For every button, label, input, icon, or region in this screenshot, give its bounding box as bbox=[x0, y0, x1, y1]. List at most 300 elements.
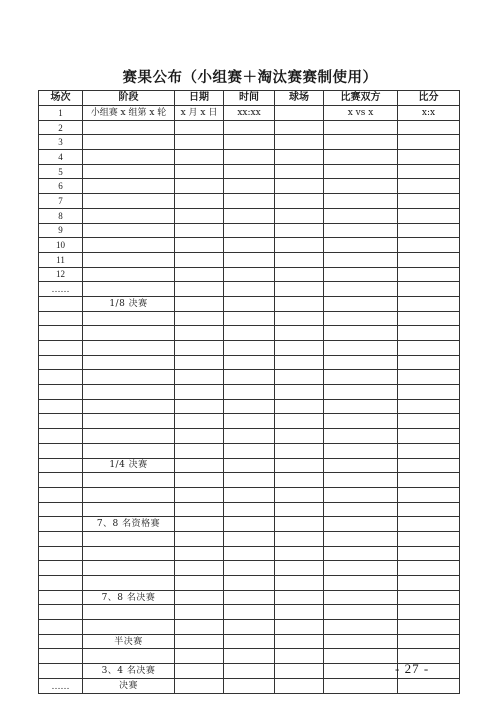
match-no bbox=[39, 487, 83, 502]
header-teams: 比赛双方 bbox=[324, 91, 398, 106]
results-table bbox=[38, 90, 460, 694]
table-cell bbox=[324, 238, 398, 253]
table-cell bbox=[324, 341, 398, 356]
table-cell bbox=[275, 473, 324, 488]
stage-cell bbox=[83, 487, 175, 502]
match-no: 9 bbox=[39, 223, 83, 238]
table-cell bbox=[398, 561, 460, 576]
time-cell: xx:xx bbox=[224, 106, 275, 121]
table-cell bbox=[275, 399, 324, 414]
date-cell: x 月 x 日 bbox=[175, 106, 224, 121]
table-cell bbox=[275, 546, 324, 561]
table-cell bbox=[324, 223, 398, 238]
table-cell bbox=[175, 282, 224, 297]
stage-cell bbox=[83, 370, 175, 385]
table-row bbox=[39, 561, 460, 576]
table-row bbox=[39, 106, 460, 121]
table-cell bbox=[324, 546, 398, 561]
table-cell bbox=[398, 590, 460, 605]
table-cell bbox=[224, 208, 275, 223]
table-cell bbox=[398, 473, 460, 488]
match-no bbox=[39, 546, 83, 561]
table-row bbox=[39, 252, 460, 267]
table-cell bbox=[175, 429, 224, 444]
table-cell bbox=[224, 458, 275, 473]
table-cell bbox=[275, 150, 324, 165]
table-cell bbox=[398, 502, 460, 517]
table-cell bbox=[398, 282, 460, 297]
table-cell bbox=[175, 502, 224, 517]
table-cell bbox=[324, 605, 398, 620]
stage-cell bbox=[83, 341, 175, 356]
stage-cell bbox=[83, 399, 175, 414]
table-cell bbox=[398, 678, 460, 693]
match-no bbox=[39, 326, 83, 341]
match-no bbox=[39, 414, 83, 429]
header-score: 比分 bbox=[398, 91, 460, 106]
table-cell bbox=[175, 605, 224, 620]
table-cell bbox=[224, 576, 275, 591]
table-row bbox=[39, 282, 460, 297]
table-cell bbox=[398, 546, 460, 561]
match-no: 8 bbox=[39, 208, 83, 223]
stage-cell bbox=[83, 326, 175, 341]
table-cell bbox=[398, 326, 460, 341]
table-cell bbox=[275, 238, 324, 253]
table-cell bbox=[224, 590, 275, 605]
table-cell bbox=[175, 135, 224, 150]
table-cell bbox=[275, 208, 324, 223]
stage-cell bbox=[83, 561, 175, 576]
match-no bbox=[39, 649, 83, 664]
table-cell bbox=[175, 223, 224, 238]
table-cell bbox=[224, 546, 275, 561]
table-cell bbox=[175, 120, 224, 135]
table-cell bbox=[398, 517, 460, 532]
table-cell bbox=[224, 429, 275, 444]
table-cell bbox=[224, 164, 275, 179]
table-cell bbox=[324, 576, 398, 591]
match-no bbox=[39, 341, 83, 356]
stage-cell bbox=[83, 311, 175, 326]
match-no bbox=[39, 664, 83, 679]
table-row bbox=[39, 208, 460, 223]
table-row bbox=[39, 238, 460, 253]
table-cell bbox=[398, 311, 460, 326]
match-no: 1 bbox=[39, 106, 83, 121]
header-time: 时间 bbox=[224, 91, 275, 106]
header-date: 日期 bbox=[175, 91, 224, 106]
page-number: - 27 - bbox=[395, 661, 430, 676]
table-cell bbox=[275, 443, 324, 458]
table-cell bbox=[275, 590, 324, 605]
table-cell bbox=[224, 443, 275, 458]
table-cell bbox=[398, 443, 460, 458]
table-row bbox=[39, 135, 460, 150]
stage-cell: 7、8 名决赛 bbox=[83, 590, 175, 605]
table-row bbox=[39, 194, 460, 209]
table-cell bbox=[175, 164, 224, 179]
stage-cell: 3、4 名决赛 bbox=[83, 664, 175, 679]
table-cell bbox=[275, 194, 324, 209]
table-row bbox=[39, 502, 460, 517]
table-cell bbox=[175, 150, 224, 165]
table-cell bbox=[398, 487, 460, 502]
table-cell bbox=[275, 311, 324, 326]
table-cell bbox=[398, 531, 460, 546]
table-cell bbox=[224, 311, 275, 326]
table-cell bbox=[175, 531, 224, 546]
table-cell bbox=[175, 443, 224, 458]
table-cell bbox=[275, 620, 324, 635]
table-cell bbox=[324, 252, 398, 267]
table-cell bbox=[324, 150, 398, 165]
table-cell bbox=[275, 517, 324, 532]
match-no bbox=[39, 605, 83, 620]
table-cell bbox=[175, 311, 224, 326]
match-no bbox=[39, 502, 83, 517]
table-cell bbox=[398, 179, 460, 194]
table-cell bbox=[224, 517, 275, 532]
stage-cell bbox=[83, 238, 175, 253]
table-row bbox=[39, 326, 460, 341]
match-no bbox=[39, 370, 83, 385]
match-no bbox=[39, 620, 83, 635]
table-cell bbox=[398, 150, 460, 165]
table-cell bbox=[324, 634, 398, 649]
table-cell bbox=[324, 414, 398, 429]
table-row bbox=[39, 296, 460, 311]
match-no bbox=[39, 443, 83, 458]
table-cell bbox=[224, 620, 275, 635]
table-cell bbox=[224, 135, 275, 150]
table-cell bbox=[398, 620, 460, 635]
match-no bbox=[39, 634, 83, 649]
table-cell bbox=[175, 341, 224, 356]
table-cell bbox=[175, 590, 224, 605]
table-cell bbox=[398, 355, 460, 370]
match-no: 11 bbox=[39, 252, 83, 267]
table-row bbox=[39, 605, 460, 620]
table-cell bbox=[275, 414, 324, 429]
match-no bbox=[39, 458, 83, 473]
table-cell bbox=[398, 341, 460, 356]
header-court: 球场 bbox=[275, 91, 324, 106]
table-cell bbox=[224, 531, 275, 546]
stage-cell bbox=[83, 443, 175, 458]
table-row bbox=[39, 443, 460, 458]
table-row bbox=[39, 120, 460, 135]
stage-cell bbox=[83, 531, 175, 546]
table-row bbox=[39, 473, 460, 488]
table-row bbox=[39, 678, 460, 693]
stage-cell bbox=[83, 649, 175, 664]
stage-cell bbox=[83, 120, 175, 135]
table-cell bbox=[275, 385, 324, 400]
table-row bbox=[39, 458, 460, 473]
stage-cell: 半决赛 bbox=[83, 634, 175, 649]
table-cell bbox=[275, 634, 324, 649]
match-no: 10 bbox=[39, 238, 83, 253]
table-cell bbox=[324, 179, 398, 194]
table-cell bbox=[224, 252, 275, 267]
table-cell bbox=[324, 326, 398, 341]
table-cell bbox=[175, 473, 224, 488]
table-cell bbox=[398, 208, 460, 223]
court-cell bbox=[275, 106, 324, 121]
table-cell bbox=[275, 531, 324, 546]
table-cell bbox=[224, 487, 275, 502]
table-cell bbox=[398, 576, 460, 591]
table-cell bbox=[175, 370, 224, 385]
table-cell bbox=[324, 664, 398, 679]
stage-cell bbox=[83, 194, 175, 209]
stage-cell bbox=[83, 164, 175, 179]
table-cell bbox=[175, 414, 224, 429]
table-cell bbox=[275, 179, 324, 194]
table-row bbox=[39, 531, 460, 546]
table-cell bbox=[224, 341, 275, 356]
table-cell bbox=[175, 399, 224, 414]
table-cell bbox=[275, 355, 324, 370]
table-row bbox=[39, 487, 460, 502]
match-no: 4 bbox=[39, 150, 83, 165]
table-cell bbox=[275, 487, 324, 502]
table-cell bbox=[398, 429, 460, 444]
table-cell bbox=[324, 120, 398, 135]
stage-cell bbox=[83, 502, 175, 517]
table-cell bbox=[324, 487, 398, 502]
table-cell bbox=[398, 223, 460, 238]
table-row bbox=[39, 179, 460, 194]
match-no: 6 bbox=[39, 179, 83, 194]
table-cell bbox=[275, 164, 324, 179]
table-row bbox=[39, 399, 460, 414]
stage-cell bbox=[83, 267, 175, 282]
table-row bbox=[39, 311, 460, 326]
table-cell bbox=[224, 355, 275, 370]
stage-cell bbox=[83, 208, 175, 223]
table-cell bbox=[275, 429, 324, 444]
table-cell bbox=[398, 296, 460, 311]
table-cell bbox=[175, 487, 224, 502]
table-cell bbox=[324, 458, 398, 473]
table-cell bbox=[175, 194, 224, 209]
table-cell bbox=[175, 355, 224, 370]
table-cell bbox=[275, 135, 324, 150]
match-no: 3 bbox=[39, 135, 83, 150]
table-row bbox=[39, 355, 460, 370]
table-cell bbox=[324, 370, 398, 385]
stage-cell: 1/8 决赛 bbox=[83, 296, 175, 311]
table-row bbox=[39, 341, 460, 356]
stage-cell bbox=[83, 473, 175, 488]
stage-cell: 1/4 决赛 bbox=[83, 458, 175, 473]
table-cell bbox=[224, 399, 275, 414]
table-cell bbox=[275, 370, 324, 385]
match-no bbox=[39, 311, 83, 326]
stage-cell bbox=[83, 576, 175, 591]
table-row bbox=[39, 150, 460, 165]
table-cell bbox=[224, 194, 275, 209]
table-cell bbox=[224, 678, 275, 693]
stage-cell bbox=[83, 385, 175, 400]
match-no bbox=[39, 355, 83, 370]
match-no: …… bbox=[39, 282, 83, 297]
table-cell bbox=[224, 473, 275, 488]
stage-cell bbox=[83, 150, 175, 165]
table-cell bbox=[398, 385, 460, 400]
table-cell bbox=[224, 223, 275, 238]
table-cell bbox=[275, 223, 324, 238]
score-cell: x:x bbox=[398, 106, 460, 121]
match-no: 5 bbox=[39, 164, 83, 179]
table-cell bbox=[398, 135, 460, 150]
table-cell bbox=[175, 267, 224, 282]
table-cell bbox=[275, 605, 324, 620]
match-no: 2 bbox=[39, 120, 83, 135]
table-cell bbox=[324, 561, 398, 576]
table-cell bbox=[175, 678, 224, 693]
table-cell bbox=[224, 649, 275, 664]
table-row bbox=[39, 414, 460, 429]
stage-cell bbox=[83, 179, 175, 194]
table-row bbox=[39, 223, 460, 238]
table-cell bbox=[175, 385, 224, 400]
table-cell bbox=[398, 120, 460, 135]
stage-cell: 小组赛 x 组第 x 轮 bbox=[83, 106, 175, 121]
table-row bbox=[39, 517, 460, 532]
table-cell bbox=[324, 678, 398, 693]
table-cell bbox=[324, 649, 398, 664]
match-no: …… bbox=[39, 678, 83, 693]
table-row bbox=[39, 576, 460, 591]
table-cell bbox=[324, 164, 398, 179]
stage-cell bbox=[83, 620, 175, 635]
table-cell bbox=[175, 238, 224, 253]
stage-cell: 决赛 bbox=[83, 678, 175, 693]
table-cell bbox=[224, 370, 275, 385]
table-cell bbox=[275, 282, 324, 297]
table-cell bbox=[175, 561, 224, 576]
table-cell bbox=[324, 208, 398, 223]
table-cell bbox=[275, 678, 324, 693]
teams-cell: x vs x bbox=[324, 106, 398, 121]
stage-cell bbox=[83, 429, 175, 444]
table-cell bbox=[398, 164, 460, 179]
table-row bbox=[39, 546, 460, 561]
table-cell bbox=[324, 135, 398, 150]
stage-cell bbox=[83, 135, 175, 150]
match-no bbox=[39, 590, 83, 605]
table-cell bbox=[275, 576, 324, 591]
table-cell bbox=[224, 414, 275, 429]
table-cell bbox=[275, 267, 324, 282]
table-cell bbox=[398, 458, 460, 473]
table-cell bbox=[398, 252, 460, 267]
match-no bbox=[39, 296, 83, 311]
table-cell bbox=[398, 238, 460, 253]
table-cell bbox=[275, 341, 324, 356]
table-cell bbox=[224, 282, 275, 297]
table-cell bbox=[324, 399, 398, 414]
table-cell bbox=[175, 179, 224, 194]
table-cell bbox=[224, 385, 275, 400]
table-cell bbox=[175, 252, 224, 267]
table-cell bbox=[275, 649, 324, 664]
stage-cell bbox=[83, 546, 175, 561]
match-no bbox=[39, 531, 83, 546]
table-cell bbox=[175, 649, 224, 664]
table-cell bbox=[275, 326, 324, 341]
table-cell bbox=[324, 429, 398, 444]
table-cell bbox=[324, 296, 398, 311]
match-no: 7 bbox=[39, 194, 83, 209]
table-cell bbox=[324, 282, 398, 297]
table-cell bbox=[175, 546, 224, 561]
table-cell bbox=[175, 208, 224, 223]
table-cell bbox=[324, 517, 398, 532]
stage-cell bbox=[83, 223, 175, 238]
table-cell bbox=[398, 194, 460, 209]
table-cell bbox=[224, 267, 275, 282]
table-cell bbox=[275, 296, 324, 311]
table-cell bbox=[224, 502, 275, 517]
table-cell bbox=[398, 370, 460, 385]
match-no: 12 bbox=[39, 267, 83, 282]
table-cell bbox=[324, 620, 398, 635]
match-no bbox=[39, 576, 83, 591]
match-no bbox=[39, 517, 83, 532]
table-cell bbox=[324, 502, 398, 517]
table-cell bbox=[324, 590, 398, 605]
table-cell bbox=[224, 634, 275, 649]
table-cell bbox=[224, 664, 275, 679]
table-cell bbox=[398, 399, 460, 414]
table-row bbox=[39, 620, 460, 635]
table-cell bbox=[275, 458, 324, 473]
table-cell bbox=[175, 664, 224, 679]
stage-cell bbox=[83, 605, 175, 620]
table-row bbox=[39, 267, 460, 282]
table-cell bbox=[224, 561, 275, 576]
table-cell bbox=[398, 634, 460, 649]
stage-cell bbox=[83, 355, 175, 370]
table-row bbox=[39, 164, 460, 179]
table-cell bbox=[398, 605, 460, 620]
stage-cell bbox=[83, 282, 175, 297]
table-cell bbox=[175, 634, 224, 649]
table-cell bbox=[175, 326, 224, 341]
match-no bbox=[39, 385, 83, 400]
table-row bbox=[39, 634, 460, 649]
match-no bbox=[39, 473, 83, 488]
page-title: 赛果公布（小组赛＋淘汰赛赛制使用） bbox=[122, 69, 378, 86]
table-cell bbox=[175, 620, 224, 635]
stage-cell: 7、8 名资格赛 bbox=[83, 517, 175, 532]
header-row bbox=[39, 91, 460, 106]
table-cell bbox=[275, 502, 324, 517]
table-cell bbox=[398, 414, 460, 429]
table-cell bbox=[224, 605, 275, 620]
stage-cell bbox=[83, 414, 175, 429]
table-cell bbox=[324, 194, 398, 209]
match-no bbox=[39, 399, 83, 414]
table-cell bbox=[224, 179, 275, 194]
table-cell bbox=[324, 311, 398, 326]
match-no bbox=[39, 429, 83, 444]
table-cell bbox=[175, 296, 224, 311]
